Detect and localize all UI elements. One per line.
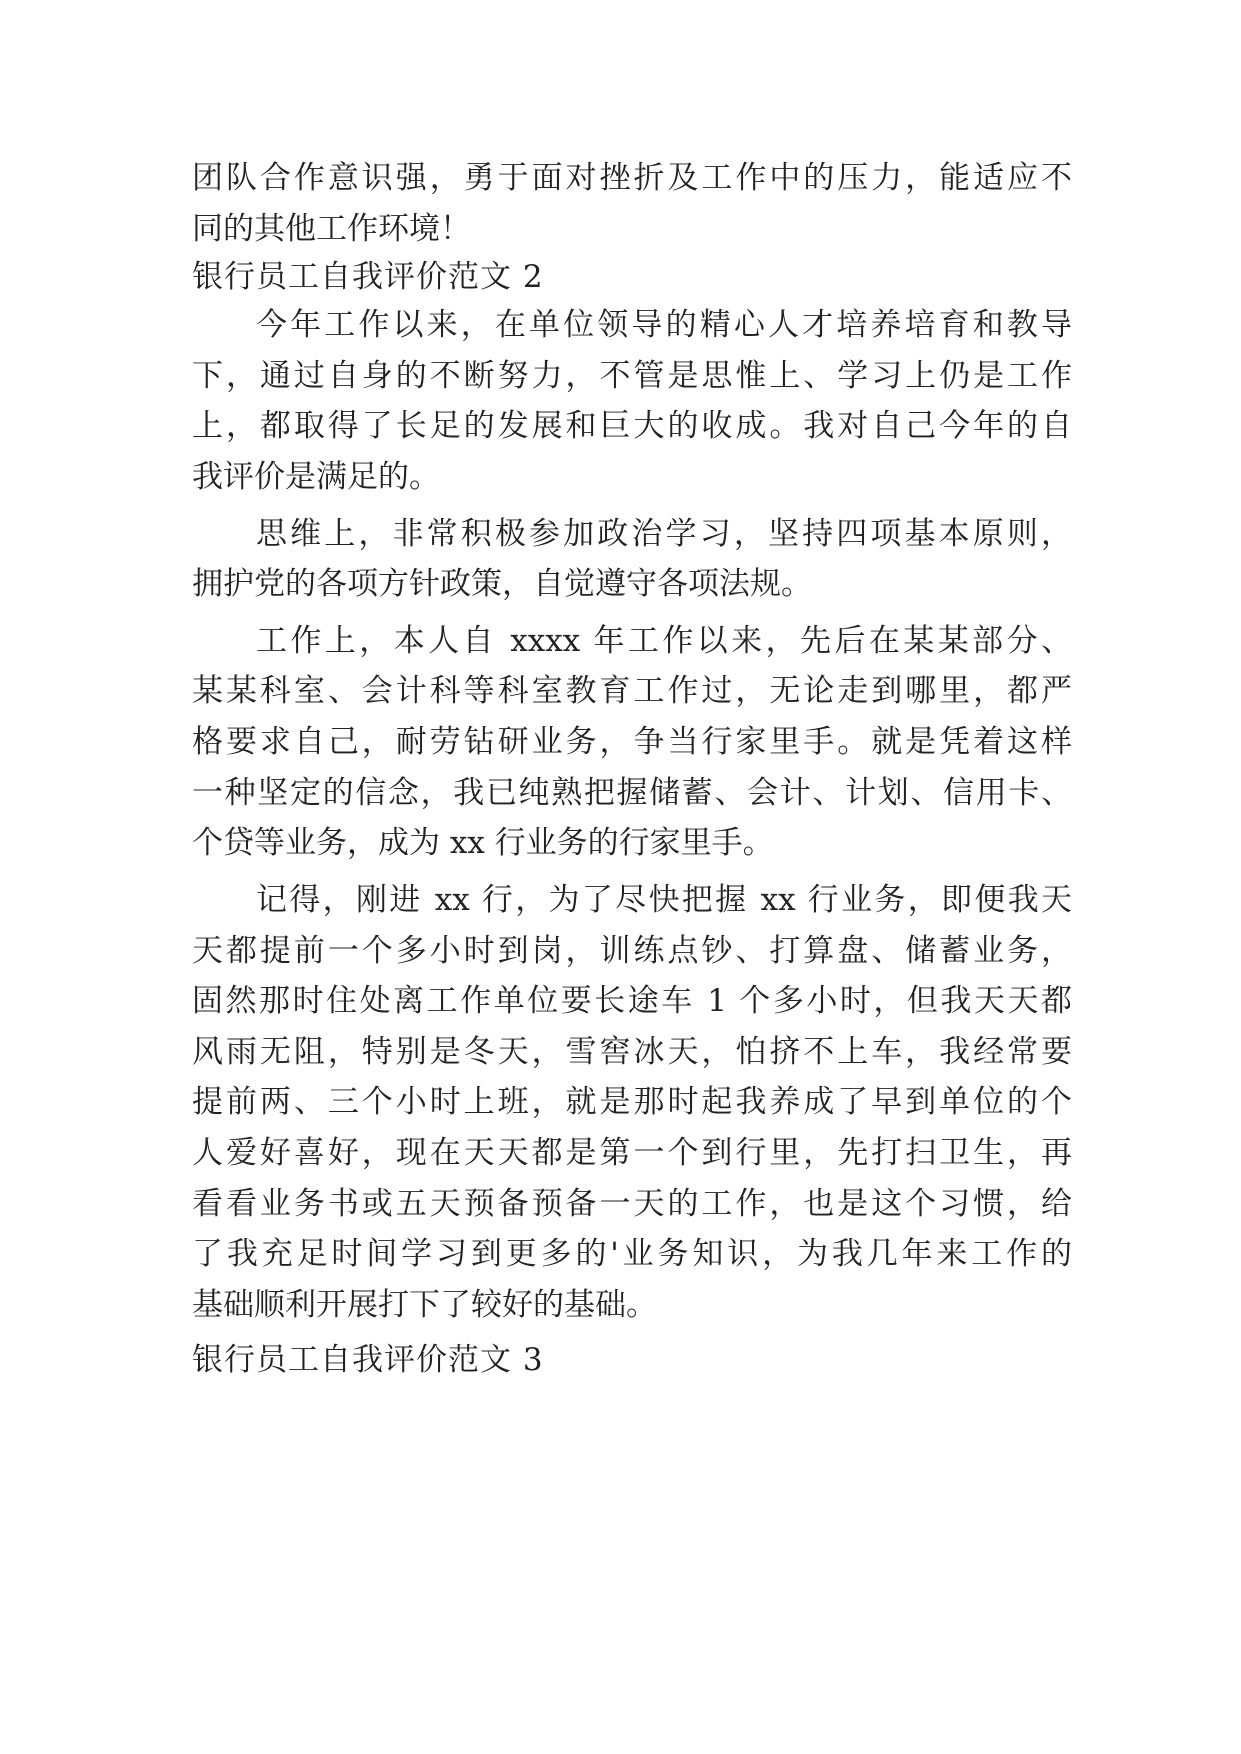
paragraph-line: 风雨无阻，特别是冬天，雪窖冰天，怕挤不上车，我经常要	[192, 1034, 1072, 1070]
paragraph-line: 同的其他工作环境！	[192, 211, 471, 247]
paragraph-line: 格要求自己，耐劳钻研业务，争当行家里手。就是凭着这样	[192, 724, 1072, 760]
paragraph-line: 上，都取得了长足的发展和巨大的收成。我对自己今年的自	[192, 408, 1072, 444]
paragraph-line: 今年工作以来，在单位领导的精心人才培养培育和教导	[256, 307, 1072, 343]
paragraph-line: 个贷等业务，成为 xx 行业务的行家里手。	[192, 825, 774, 861]
paragraph-line: 基础顺利开展打下了较好的基础。	[192, 1287, 657, 1323]
paragraph-line: 了我充足时间学习到更多的'业务知识，为我几年来工作的	[192, 1236, 1072, 1272]
paragraph-line: 我评价是满足的。	[192, 459, 440, 495]
paragraph-line: 工作上，本人自 xxxx 年工作以来，先后在某某部分、	[256, 623, 1072, 659]
paragraph-line: 提前两、三个小时上班，就是那时起我养成了早到单位的个	[192, 1084, 1072, 1120]
section-heading: 银行员工自我评价范文 2	[192, 259, 544, 295]
paragraph-line: 固然那时住处离工作单位要长途车 1 个多小时，但我天天都	[192, 983, 1072, 1019]
paragraph-line: 看看业务书或五天预备预备一天的工作，也是这个习惯，给	[192, 1186, 1072, 1222]
paragraph-line: 某某科室、会计科等科室教育工作过，无论走到哪里，都严	[192, 673, 1072, 709]
paragraph-line: 天都提前一个多小时到岗，训练点钞、打算盘、储蓄业务，	[192, 933, 1072, 969]
paragraph-line: 拥护党的各项方针政策，自觉遵守各项法规。	[192, 566, 812, 602]
section-heading: 银行员工自我评价范文 3	[192, 1342, 544, 1378]
paragraph-line: 思维上，非常积极参加政治学习，坚持四项基本原则，	[256, 516, 1072, 552]
paragraph-line: 记得，刚进 xx 行，为了尽快把握 xx 行业务，即便我天	[256, 882, 1072, 918]
paragraph-line: 人爱好喜好，现在天天都是第一个到行里，先打扫卫生，再	[192, 1135, 1072, 1171]
paragraph-line: 下，通过自身的不断努力，不管是思惟上、学习上仍是工作	[192, 358, 1072, 394]
paragraph-line: 团队合作意识强，勇于面对挫折及工作中的压力，能适应不	[192, 160, 1072, 196]
paragraph-line: 一种坚定的信念，我已纯熟把握储蓄、会计、计划、信用卡、	[192, 775, 1072, 811]
